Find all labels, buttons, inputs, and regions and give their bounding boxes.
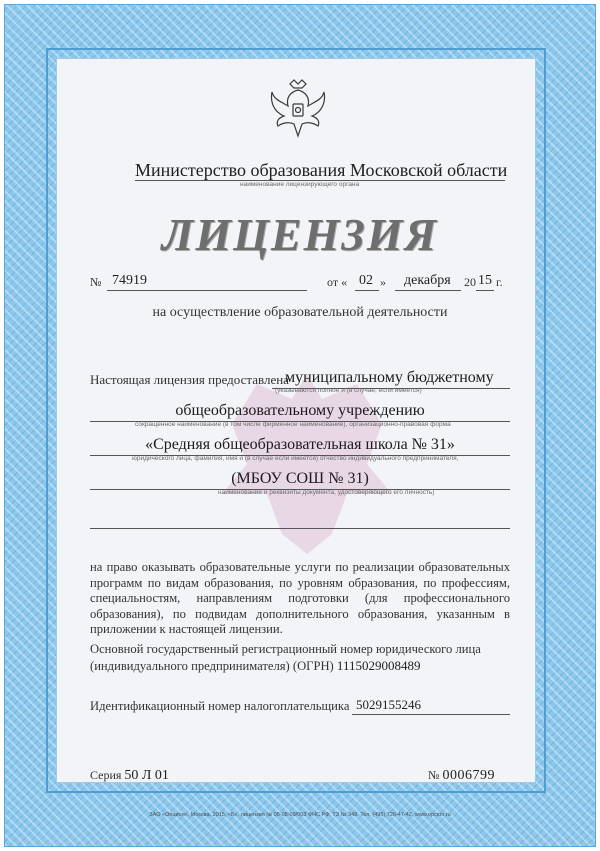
issuer-name: Министерство образования Московской области (135, 160, 508, 180)
year-underline (476, 290, 494, 291)
license-number-prefix: № (90, 275, 102, 289)
coat-of-arms-icon (268, 78, 328, 142)
blank-number-block (428, 768, 495, 784)
ogrn-label: Основной государственный регистрационный номер юридического лица (индивидуального предпринимателя) (ОГРН) (90, 642, 481, 673)
blank-number-value: 0006799 (442, 768, 495, 783)
inn-label: Идентификационный номер налогоплательщика (90, 699, 350, 713)
year-unit: г. (496, 275, 503, 289)
rights-paragraph: на право оказывать образовательные услуги по реализации образовательных программ по видам образования, по уровням образования, по профессиям, специальностям, направлениям подготовки (для профессионального образования), по подвидам дополнительного образования, указанным в приложении к настоящей лицензии. (90, 560, 510, 636)
date-from-label: от « (327, 275, 348, 289)
license-day: 02 (359, 273, 373, 288)
year-suffix: 15 (478, 273, 492, 288)
holder-hint-3: юридического лица, фамилия, имя и (в случае если имеется) отчество индивидуального предпринимателя, (132, 455, 459, 462)
day-underline (355, 290, 379, 291)
blank-number-label: № (428, 768, 440, 782)
holder-hint-4: наименование и реквизиты документа, удостоверяющего его личность) (218, 489, 435, 496)
holder-line-1: муниципальному бюджетному (285, 369, 494, 386)
series-block (90, 768, 169, 784)
holder-line-4: (МБОУ СОШ № 31) (231, 470, 369, 487)
inn-value: 5029155246 (356, 697, 421, 712)
number-underline (107, 290, 307, 291)
year-prefix: 20 (464, 275, 476, 289)
license-month: декабря (404, 273, 451, 288)
series-value: 50 Л 01 (124, 768, 169, 783)
blank-line (90, 528, 510, 529)
issuer-hint: наименование лицензирующего органа (240, 181, 360, 188)
holder-line-2: общеобразовательному учреждению (175, 402, 425, 419)
granted-label: Настоящая лицензия предоставлена (90, 372, 289, 387)
month-underline (395, 290, 461, 291)
holder-line-3: «Средняя общеобразовательная школа № 31» (145, 436, 455, 453)
ogrn-block (90, 642, 520, 674)
printer-imprint: ЗАО «Опцион», Москва, 2015, «Б», лицензия № 05-05-09/003 ФНС РФ, ТЗ № 349. Тел. (495) 726-47-42, www.opcion.ru (149, 812, 451, 818)
date-quote-close: » (380, 275, 386, 289)
document-title: ЛИЦЕНЗИЯ (161, 209, 439, 260)
license-purpose: на осуществление образовательной деятельности (152, 305, 448, 320)
holder-hint-2: сокращенное наименование (в том числе фирменное наименование), организационно-правовая форма (135, 421, 451, 428)
ogrn-value: 1115029008489 (336, 657, 421, 673)
license-number: 74919 (112, 273, 147, 288)
holder-hint-1: (указываются полное и (в случае, если имеется) (275, 387, 422, 394)
inn-underline (352, 714, 510, 715)
series-label: Серия (90, 768, 122, 782)
